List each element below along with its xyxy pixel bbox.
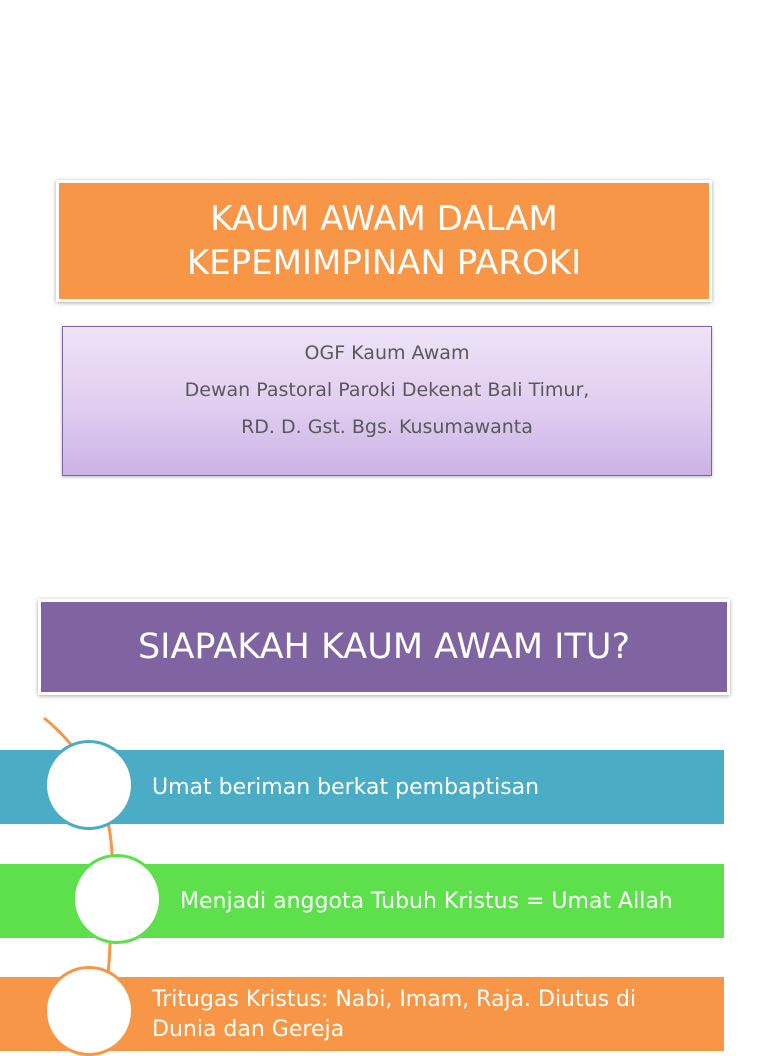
- bullet-circle-icon: [72, 854, 162, 944]
- slide-subtitle-box: [62, 326, 712, 476]
- list-item-label: Umat beriman berkat pembaptisan: [152, 774, 540, 800]
- slide-title-line-1: KAUM AWAM DALAM: [210, 199, 558, 239]
- slide-title-line-2: KEPEMIMPINAN PAROKI: [186, 243, 582, 283]
- section-heading: SIAPAKAH KAUM AWAM ITU?: [137, 627, 631, 667]
- list-item-label: Menjadi anggota Tubuh Kristus = Umat Allah: [180, 888, 673, 914]
- bullet-circle-icon: [44, 966, 134, 1056]
- subtitle-line-3: RD. D. Gst. Bgs. Kusumawanta: [241, 416, 533, 438]
- section-heading-box: [38, 599, 730, 695]
- bullet-circle-icon: [44, 740, 134, 830]
- subtitle-line-2: Dewan Pastoral Paroki Dekenat Bali Timur,: [184, 379, 590, 401]
- list-item-label: Tritugas Kristus: Nabi, Imam, Raja. Diutus di Dunia dan Gereja: [152, 987, 637, 1042]
- subtitle-line-1: OGF Kaum Awam: [304, 342, 470, 364]
- slide-title-box: [56, 180, 712, 302]
